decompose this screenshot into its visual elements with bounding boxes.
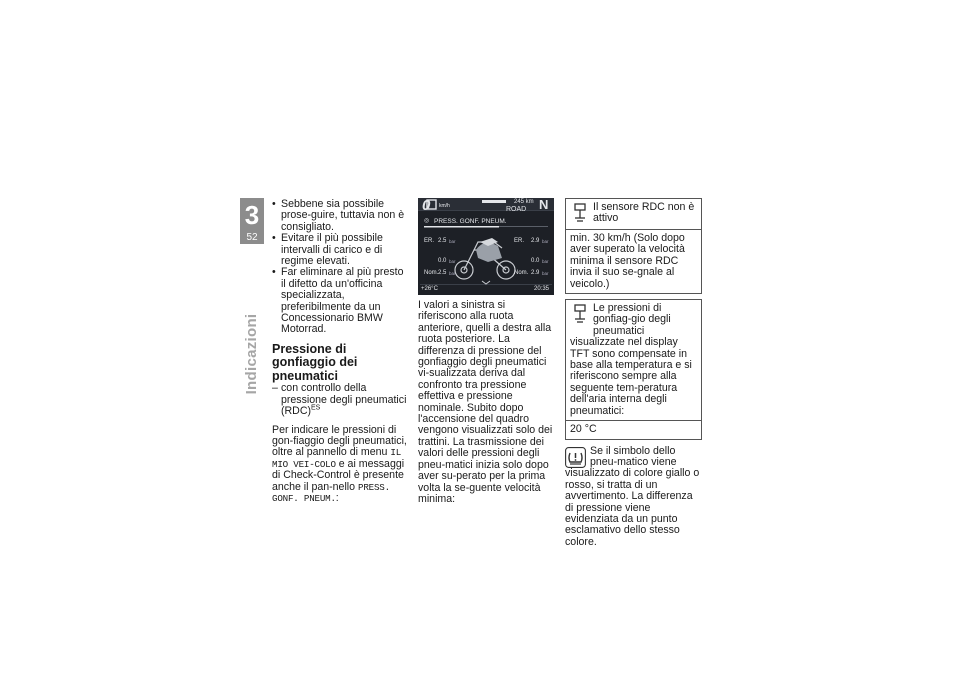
rear-nom-value: 2.9: [531, 270, 540, 276]
ambient-temperature: +26°C: [421, 286, 438, 292]
tire-icon: ◎: [424, 218, 430, 224]
clock: 20:35: [534, 286, 550, 292]
spec-box-value: min. 30 km/h (Solo dopo aver superato la velocità minima il sensore RDC invia il suo se-gnale al veicolo.): [570, 232, 685, 290]
equipment-code: ES: [311, 404, 321, 412]
range-value: 245 km: [514, 199, 534, 205]
list-item: • Far eliminare al più presto il difetto da un'officina specializzata, preferibilmente da un Concessionario BMW Motorrad.: [272, 267, 408, 335]
front-er-label: ER.: [424, 238, 435, 244]
rear-nom-label: Nom.: [514, 270, 529, 276]
dash-marker: –: [272, 382, 278, 395]
front-er-unit: bar: [449, 239, 456, 244]
rear-er-unit: bar: [542, 239, 549, 244]
warning-note: [565, 446, 700, 549]
rear-er-label: ER.: [514, 238, 525, 244]
front-er-value: 2.5: [438, 238, 447, 244]
tire-pressure-warning-icon: [565, 447, 586, 468]
explanation-paragraph: I valori a sinistra si riferiscono alla ruota anteriore, quelli a destra alla ruota posteriore. La differenza di pressione del gonfiaggio degli pneumatici vi-sualizzata deriva dal confronto tra pressione effettiva e pressione nominale. Subito dopo l'accensione del quadro vengono visualizzati solo dei trattini. La trasmissione dei valori delle pressioni degli pneu-matici inizia solo dopo aver su-perato per la prima volta la se-guente velocità minima:: [418, 299, 553, 505]
section-label: [236, 313, 268, 395]
rear-er-value: 2.9: [531, 238, 540, 244]
panel-name: PRESS. GONF. PNEUM.: [272, 481, 390, 505]
spec-box-text: Le pressioni di gonfiag-gio degli pneumatici visualizzate nel display TFT sono compensate in base alla temperatura e si riferiscono sempre alla seguente tem-peratura dell'aria interna degli pneumatici:: [570, 302, 692, 417]
column-3: [565, 198, 700, 548]
bullet-list: [272, 199, 408, 336]
front-nom-value: 2.5: [438, 270, 447, 276]
rear-nom-unit: bar: [542, 271, 549, 276]
riding-mode: ROAD: [506, 206, 527, 213]
paragraph-text: Per indicare le pressioni di gon-fiaggio degli pneumatici, oltre al pannello di menu: [272, 423, 407, 459]
column-1: [272, 199, 408, 504]
equipment-note: [272, 383, 408, 417]
front-diff-value: 0.0: [438, 258, 447, 264]
spec-box-value: 20 °C: [570, 423, 597, 436]
menu-name: IL MIO VEI-COLO: [272, 447, 402, 470]
list-item: • Evitare il più possibile intervalli di carico e di regime elevati.: [272, 233, 408, 267]
speed-unit: km/h: [439, 203, 450, 209]
front-nom-unit: bar: [449, 271, 456, 276]
speed-value: 0: [422, 198, 431, 214]
paragraph-text: e ai messaggi di Check-Control è presente anche il pan-nello: [272, 457, 405, 493]
panel-title: PRESS. GONF. PNEUM.: [434, 218, 507, 225]
page-number: 52: [246, 232, 258, 243]
intro-paragraph: [272, 425, 408, 505]
front-diff-unit: bar: [449, 259, 456, 264]
spec-box-temperature: [565, 299, 702, 439]
tft-display-image: [418, 198, 554, 295]
section-heading: Pressione di gonfiaggio dei pneumatici: [272, 341, 358, 383]
motorcycle-graphic: [418, 198, 554, 295]
column-2: [418, 300, 554, 505]
sensor-icon: [570, 202, 590, 226]
rear-diff-value: 0.0: [531, 258, 540, 264]
spec-box-rdc-inactive: [565, 198, 702, 294]
equipment-note-text: con controllo della pressione degli pneumatici (RDC): [281, 382, 407, 418]
spec-box-header: [566, 300, 701, 421]
list-item: • Sebbene sia possibile prose-guire, tuttavia non è consigliato.: [272, 199, 408, 233]
section-label-text: Indicazioni: [243, 313, 260, 395]
warning-text: Se il simbolo dello pneu-matico viene visualizzato di colore giallo o rosso, si tratta di un avvertimento. La differenza di pressione viene evidenziata da un punto esclamativo dello stesso colore.: [565, 444, 700, 548]
spec-box-text: Il sensore RDC non è attivo: [593, 201, 695, 225]
sensor-icon: [570, 303, 590, 327]
paragraph-end: :: [335, 492, 339, 505]
rear-diff-unit: bar: [542, 259, 549, 264]
front-nom-label: Nom.: [424, 270, 439, 276]
spec-box-header: [566, 199, 701, 230]
gear-indicator: N: [539, 198, 549, 212]
chapter-number: 3: [244, 200, 260, 230]
